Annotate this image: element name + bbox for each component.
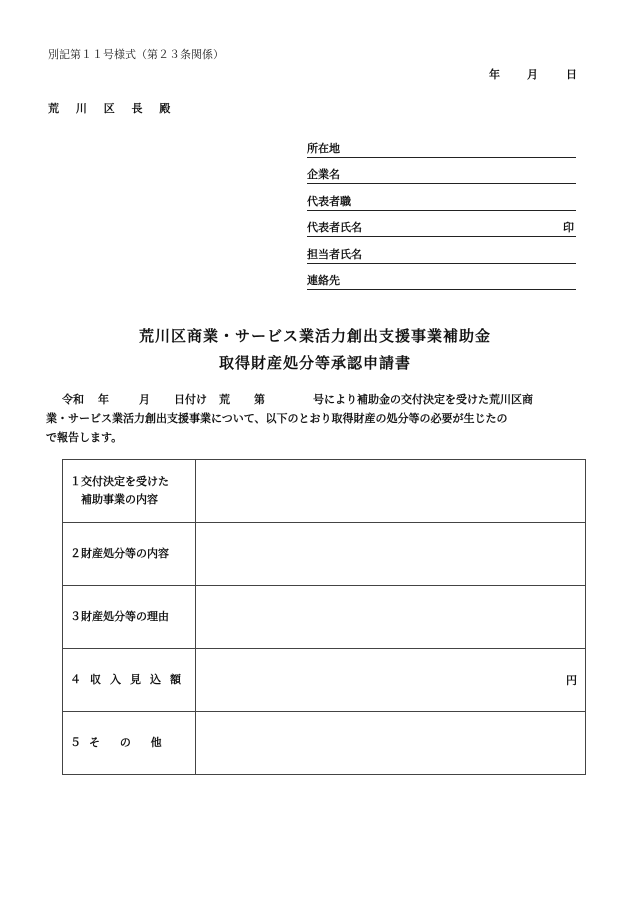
date-month-label: 月 (527, 68, 538, 81)
table-row (63, 586, 586, 649)
representative-name-label: 代表者氏名 (307, 221, 362, 234)
row-label: ３財産処分等の理由 (63, 586, 196, 649)
expected-income-input[interactable] (196, 649, 586, 712)
business-content-input[interactable] (196, 460, 586, 523)
document-title-line2: 取得財産処分等承認申請書 (218, 354, 411, 372)
representative-title-field[interactable] (307, 194, 576, 211)
month-label: 月 (139, 393, 150, 406)
ara-label: 荒 (219, 393, 230, 406)
table-row (63, 712, 586, 775)
row-label-text: ５そ の 他 (70, 736, 170, 749)
disposal-reason-input[interactable] (196, 586, 586, 649)
row-label-text: ４収入見込額 (70, 673, 190, 686)
form-number: 別記第１１号様式（第２３条関係） (48, 48, 224, 61)
contact-person-field[interactable] (307, 247, 576, 264)
body-line-2: 業・サービス業活力創出支援事業について、以下のとおり取得財産の処分等の必要が生じたの (46, 412, 508, 425)
year-label: 年 (98, 393, 109, 406)
yen-unit: 円 (566, 674, 577, 687)
row-label (63, 460, 196, 523)
body-paragraph (46, 390, 586, 447)
day-suffix-label: 日付け (174, 393, 207, 406)
addressee (48, 100, 183, 116)
address-label: 所在地 (307, 142, 340, 155)
company-name-field[interactable] (307, 167, 576, 184)
body-line-1 (46, 390, 586, 409)
addressee-char: 川 (75, 102, 87, 115)
row-label-line: １交付決定を受けた (70, 475, 169, 488)
table-row (63, 523, 586, 586)
body-line-1-rest: 号により補助金の交付決定を受けた荒川区商 (313, 393, 533, 406)
era-label: 令和 (62, 393, 84, 406)
body-line-3: で報告します。 (46, 431, 123, 444)
addressee-char: 荒 (48, 102, 59, 115)
address-field[interactable] (307, 141, 576, 158)
contact-info-label: 連絡先 (307, 274, 340, 287)
disposal-content-input[interactable] (196, 523, 586, 586)
table-row (63, 460, 586, 523)
company-name-label: 企業名 (307, 168, 340, 181)
row-label (63, 712, 196, 775)
date-day-label: 日 (566, 68, 577, 81)
details-table (62, 459, 586, 775)
other-input[interactable] (196, 712, 586, 775)
seal-mark: 印 (563, 221, 574, 234)
row-label-line: 補助事業の内容 (81, 493, 158, 506)
representative-title-label: 代表者職 (307, 195, 351, 208)
addressee-char: 区 (103, 102, 115, 115)
contact-info-field[interactable] (307, 273, 576, 290)
addressee-char: 殿 (159, 102, 171, 115)
table-row (63, 649, 586, 712)
representative-name-field[interactable] (307, 220, 576, 237)
document-title-line1: 荒川区商業・サービス業活力創出支援事業補助金 (138, 327, 491, 345)
addressee-char: 長 (131, 102, 143, 115)
date-year-label: 年 (489, 68, 500, 81)
row-label (63, 649, 196, 712)
row-label: ２財産処分等の内容 (63, 523, 196, 586)
dai-label: 第 (254, 393, 265, 406)
contact-person-label: 担当者氏名 (307, 248, 362, 261)
